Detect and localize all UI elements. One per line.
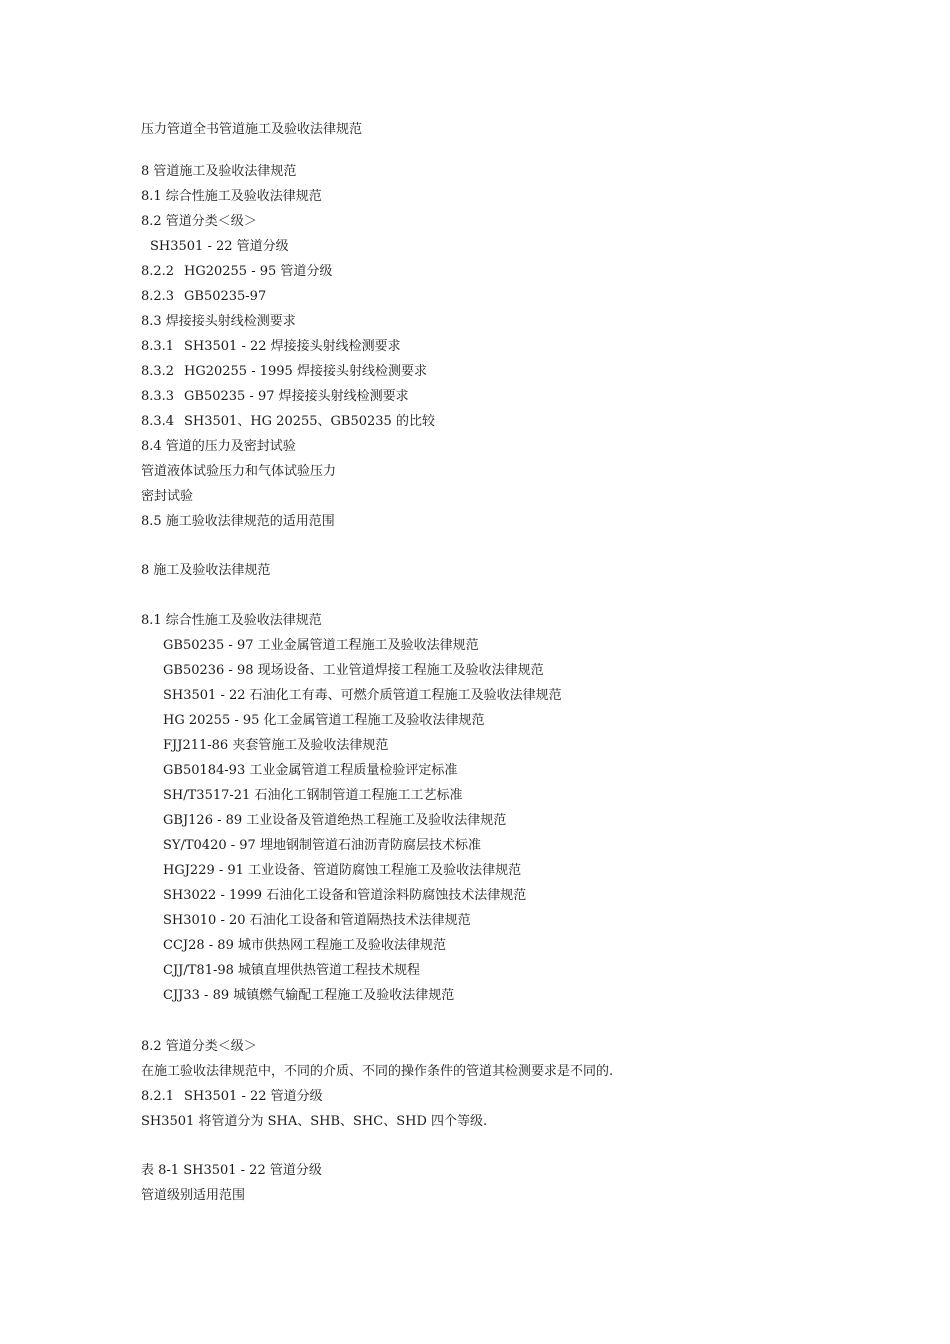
toc-item: SH3501 - 22 管道分级: [150, 239, 289, 254]
toc-item: [141, 413, 435, 431]
toc-item-text: SH3501、HG 20255、GB50235 的比较: [184, 414, 435, 429]
toc-item-text: SH3501 - 22 焊接接头射线检测要求: [184, 339, 401, 354]
toc-item: 8.2 管道分类＜级＞: [141, 214, 257, 229]
toc-item: [141, 388, 409, 406]
subsection-heading: [141, 1088, 323, 1106]
toc-item-text: HG20255 - 95 管道分级: [184, 264, 333, 279]
standard-item: CCJ28 - 89 城市供热网工程施工及验收法律规范: [163, 938, 446, 953]
paragraph: SH3501 将管道分为 SHA、SHB、SHC、SHD 四个等级.: [141, 1114, 488, 1129]
standard-item: HG 20255 - 95 化工金属管道工程施工及验收法律规范: [163, 713, 485, 728]
toc-item-number: 8.2.2: [141, 264, 175, 279]
toc-item-number: 8.3.4: [141, 414, 175, 429]
toc-item-number: 8.2.3: [141, 289, 175, 304]
standard-item: FJJ211-86 夹套管施工及验收法律规范: [163, 738, 389, 753]
standard-item: SY/T0420 - 97 埋地钢制管道石油沥青防腐层技术标准: [163, 838, 481, 853]
paragraph: 在施工验收法律规范中，不同的介质、不同的操作条件的管道其检测要求是不同的.: [141, 1064, 614, 1079]
standard-item: SH3010 - 20 石油化工设备和管道隔热技术法律规范: [163, 913, 471, 928]
standard-item: GB50235 - 97 工业金属管道工程施工及验收法律规范: [163, 638, 479, 653]
standard-item: SH/T3517-21 石油化工钢制管道工程施工工艺标准: [163, 788, 463, 803]
standard-item: GB50184-93 工业金属管道工程质量检验评定标准: [163, 763, 458, 778]
toc-item: 8.4 管道的压力及密封试验: [141, 439, 296, 454]
table-header: 管道级别适用范围: [141, 1188, 246, 1203]
standard-item: SH3022 - 1999 石油化工设备和管道涂料防腐蚀技术法律规范: [163, 888, 527, 903]
toc-item-text: GB50235 - 97 焊接接头射线检测要求: [184, 389, 409, 404]
toc-item-number: 8.3.3: [141, 389, 175, 404]
standard-item: GB50236 - 98 现场设备、工业管道焊接工程施工及验收法律规范: [163, 663, 544, 678]
toc-item: [141, 338, 401, 356]
toc-heading: 8 管道施工及验收法律规范: [141, 164, 297, 179]
chapter-heading: 8 施工及验收法律规范: [141, 563, 271, 578]
subsection-number: 8.2.1: [141, 1089, 175, 1104]
toc-item: [141, 288, 266, 306]
table-caption: 表 8-1 SH3501 - 22 管道分级: [141, 1163, 322, 1178]
toc-item: 8.3 焊接接头射线检测要求: [141, 314, 296, 329]
toc-item: 密封试验: [141, 489, 194, 504]
toc-item: [141, 363, 427, 381]
standard-item: GBJ126 - 89 工业设备及管道绝热工程施工及验收法律规范: [163, 813, 507, 828]
toc-item: 8.5 施工验收法律规范的适用范围: [141, 514, 335, 529]
standard-item: CJJ33 - 89 城镇燃气输配工程施工及验收法律规范: [163, 988, 455, 1003]
toc-item: [141, 263, 332, 281]
standard-item: HGJ229 - 91 工业设备、管道防腐蚀工程施工及验收法律规范: [163, 863, 522, 878]
toc-item-number: 8.3.1: [141, 339, 175, 354]
section-heading: 8.2 管道分类＜级＞: [141, 1039, 257, 1054]
toc-item: 8.1 综合性施工及验收法律规范: [141, 189, 322, 204]
toc-item-number: 8.3.2: [141, 364, 175, 379]
toc-item-text: GB50235-97: [184, 289, 267, 304]
toc-item-text: HG20255 - 1995 焊接接头射线检测要求: [184, 364, 427, 379]
subsection-text: SH3501 - 22 管道分级: [184, 1089, 323, 1104]
section-heading: 8.1 综合性施工及验收法律规范: [141, 613, 322, 628]
toc-item: 管道液体试验压力和气体试验压力: [141, 464, 337, 479]
standard-item: SH3501 - 22 石油化工有毒、可燃介质管道工程施工及验收法律规范: [163, 688, 562, 703]
document-title: 压力管道全书管道施工及验收法律规范: [141, 122, 363, 137]
standard-item: CJJ/T81-98 城镇直埋供热管道工程技术规程: [163, 963, 421, 978]
